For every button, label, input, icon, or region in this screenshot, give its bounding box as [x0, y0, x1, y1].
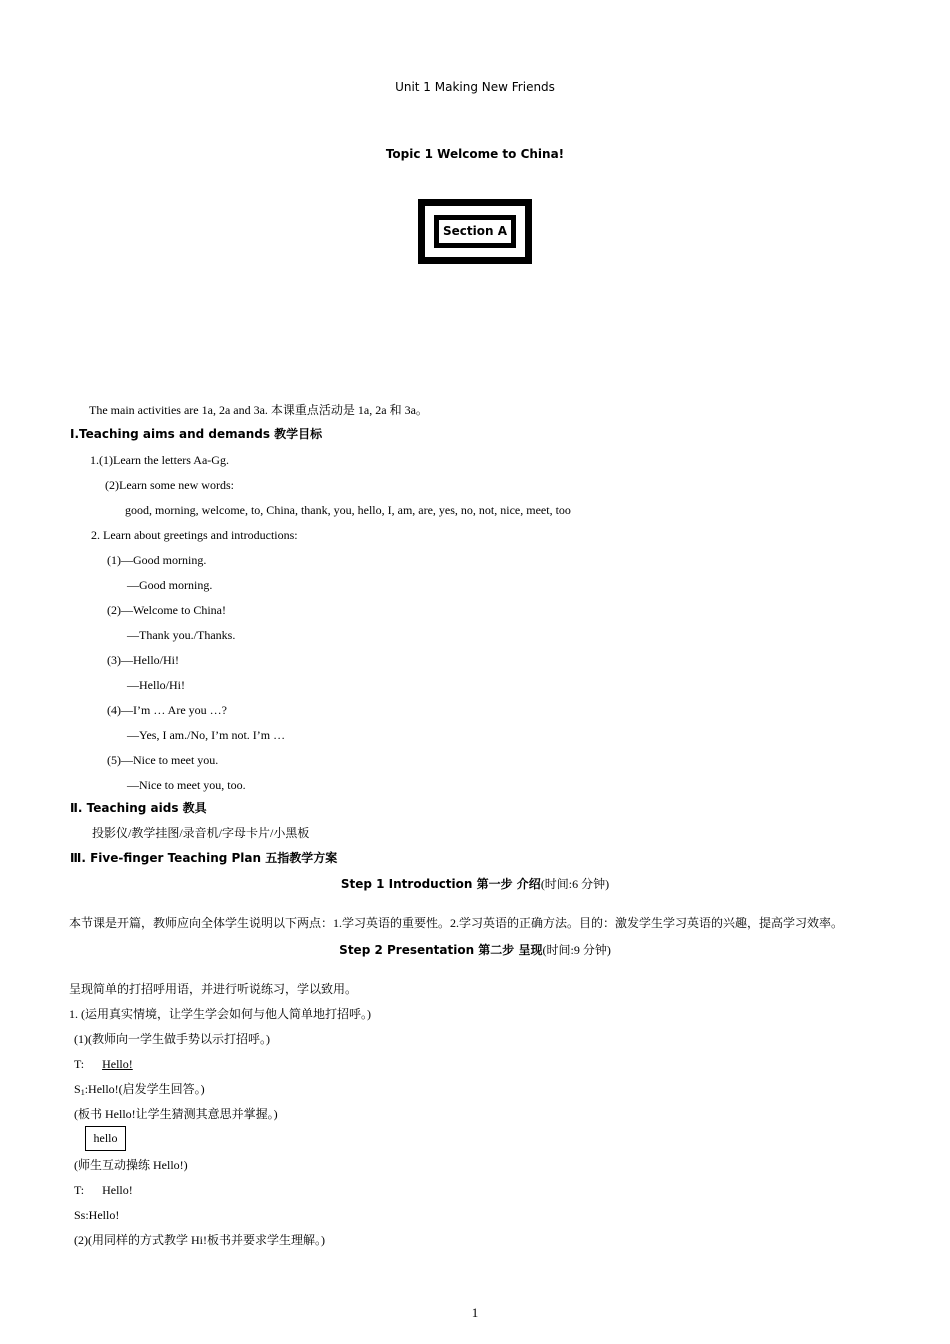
dialogue-line: —Good morning. — [127, 578, 213, 592]
aids-heading: Ⅱ. Teaching aids 教具 — [70, 801, 207, 815]
speaker-label: T: — [74, 1057, 85, 1071]
unit-title: Unit 1 Making New Friends — [395, 80, 555, 94]
dialogue-line: (4)—I’m … Are you …? — [107, 703, 227, 717]
dialogue-line: —Nice to meet you, too. — [127, 778, 246, 792]
dialogue-line: —Hello/Hi! — [127, 678, 185, 692]
step2-title: Step 2 Presentation 第二步 呈现 — [339, 943, 543, 957]
step2-time: (时间:9 分钟) — [542, 943, 611, 957]
aids-text: 投影仪/教学挂图/录音机/字母卡片/小黑板 — [92, 826, 310, 840]
page-number: 1 — [471, 1305, 479, 1320]
step2-item: (2)(用同样的方式教学 Hi!板书并要求学生理解。) — [74, 1233, 325, 1247]
step2-item: (师生互动操练 Hello!) — [74, 1158, 188, 1172]
step1-title: Step 1 Introduction 第一步 介绍 — [340, 877, 541, 891]
student-line — [74, 1083, 205, 1097]
step1-heading — [0, 876, 950, 892]
step1-text: 本节课是开篇，教师应向全体学生说明以下两点：1.学习英语的重要性。2.学习英语的正确方法。目的：激发学生学习英语的兴趣，提高学习效率。 — [69, 916, 844, 930]
dialogue-line: (2)—Welcome to China! — [107, 603, 226, 617]
board-word-box: hello — [85, 1126, 126, 1151]
section-label: Section A — [439, 220, 511, 243]
plan-heading: Ⅲ. Five-finger Teaching Plan 五指教学方案 — [70, 851, 338, 865]
step2-intro: 呈现简单的打招呼用语，并进行听说练习，学以致用。 — [69, 982, 358, 996]
word-list: good, morning, welcome, to, China, thank, you, hello, I, am, are, yes, no, not, nice, meet, too — [125, 503, 571, 517]
aim-words: (2)Learn some new words: — [105, 478, 234, 492]
step2-item: 1. (运用真实情境，让学生学会如何与他人简单地打招呼。) — [69, 1007, 371, 1021]
main-activities: The main activities are 1a, 2a and 3a. 本课重点活动是 1a, 2a 和 3a。 — [89, 403, 428, 417]
student-reply: :Hello!(启发学生回答。) — [84, 1082, 205, 1096]
teacher-line — [74, 1058, 133, 1070]
teacher-hello: Hello! — [102, 1183, 133, 1197]
step2-heading — [0, 942, 950, 958]
speaker-label: S — [74, 1082, 81, 1096]
speaker-label: T: — [74, 1183, 85, 1197]
step2-item: (板书 Hello!让学生猜测其意思并掌握。) — [74, 1107, 278, 1121]
aims-heading: Ⅰ.Teaching aims and demands 教学目标 — [70, 427, 323, 441]
step1-time: (时间:6 分钟) — [540, 877, 610, 891]
section-frame — [418, 199, 532, 264]
dialogue-line: —Thank you./Thanks. — [127, 628, 236, 642]
aim-greetings: 2. Learn about greetings and introductions: — [91, 528, 298, 542]
dialogue-line: (5)—Nice to meet you. — [107, 753, 219, 767]
dialogue-line: —Yes, I am./No, I’m not. I’m … — [127, 728, 286, 742]
step2-item: (1)(教师向一学生做手势以示打招呼。) — [74, 1032, 270, 1046]
aim-letters: 1.(1)Learn the letters Aa-Gg. — [90, 453, 229, 467]
students-line: Ss:Hello! — [74, 1208, 120, 1222]
teacher-hello: Hello! — [102, 1057, 133, 1071]
teacher-line — [74, 1184, 133, 1196]
speaker-subscript: 1 — [80, 1088, 85, 1097]
topic-title: Topic 1 Welcome to China! — [385, 147, 565, 161]
dialogue-line: (1)—Good morning. — [107, 553, 207, 567]
dialogue-line: (3)—Hello/Hi! — [107, 653, 179, 667]
